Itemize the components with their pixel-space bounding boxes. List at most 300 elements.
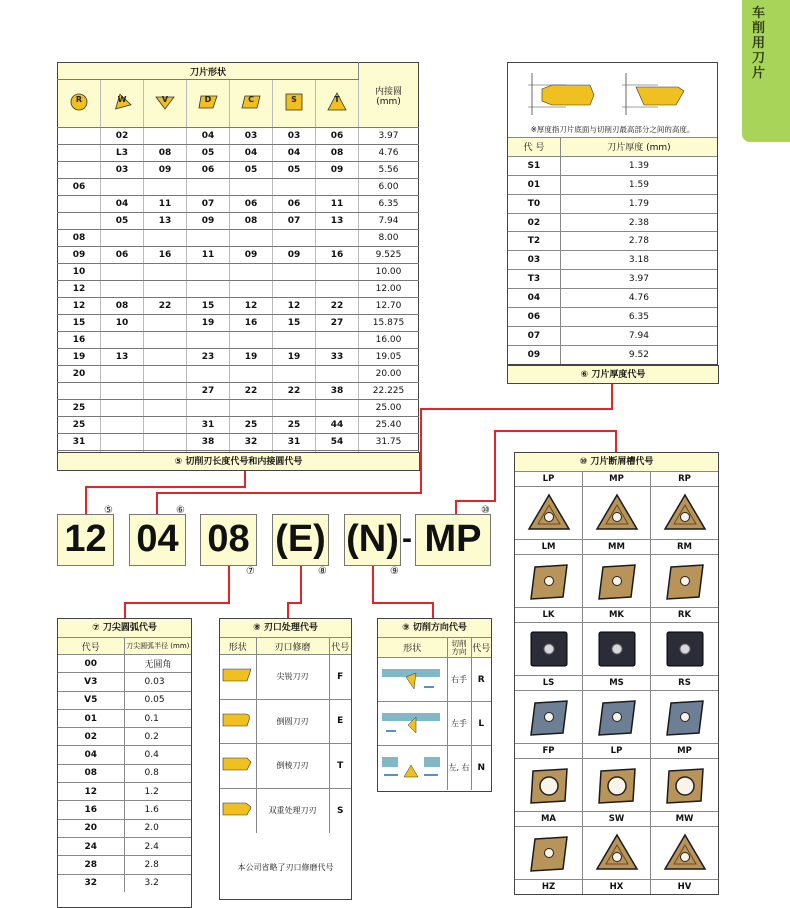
chipbreaker-image <box>583 826 651 879</box>
radius-cell: 0.4 <box>124 746 191 764</box>
thickness-cell: 2.38 <box>560 213 717 232</box>
radius-cell: 0.05 <box>124 691 191 709</box>
marker-6: ⑥ <box>176 505 185 516</box>
code-cell <box>230 230 273 247</box>
chipbreaker-label: MA <box>515 811 583 826</box>
code-cell <box>144 383 187 400</box>
shape-cell-d <box>187 80 230 128</box>
edge-name-cell: 倒圆刀刃 <box>256 699 329 744</box>
table-row <box>58 349 419 366</box>
col-radius: 刀尖圆弧半径 (mm) <box>124 638 191 655</box>
edge-shape-icon <box>221 665 255 685</box>
code-cell: 38 <box>316 383 359 400</box>
chipbreaker-label: LS <box>515 675 583 690</box>
radius-cell: 3.2 <box>124 874 191 892</box>
table-row <box>58 801 191 819</box>
radius-cell: 1.2 <box>124 783 191 801</box>
chipbreaker-image <box>515 758 583 811</box>
code-cell: 16 <box>58 801 124 819</box>
dia-cell: 4.76 <box>359 145 419 162</box>
dia-cell: 3.97 <box>359 128 419 145</box>
col-code: 代号 <box>471 638 491 658</box>
thickness-cell: 2.78 <box>560 232 717 251</box>
col-code: 代号 <box>58 638 124 655</box>
code-cell <box>58 196 101 213</box>
code-cell: 11 <box>316 196 359 213</box>
direction-shape-cell <box>378 702 447 746</box>
code-cell: 09 <box>144 162 187 179</box>
table-row <box>58 400 419 417</box>
insert-image-icon <box>593 627 641 671</box>
code-cell <box>58 145 101 162</box>
code-cell: 06 <box>58 179 101 196</box>
table-row <box>58 264 419 281</box>
code-cell <box>187 230 230 247</box>
radius-cell: 0.8 <box>124 764 191 782</box>
chipbreaker-image-row <box>515 690 718 743</box>
code-part-chipbreaker: MP <box>415 514 491 566</box>
code-cell: F <box>329 655 351 700</box>
code-cell: 54 <box>316 434 359 451</box>
shape-letter: C <box>248 95 254 104</box>
table-row <box>508 213 717 232</box>
code-cell: 27 <box>316 315 359 332</box>
radius-cell: 0.2 <box>124 728 191 746</box>
shape-c-icon <box>240 91 262 113</box>
code-cell: L <box>471 702 491 746</box>
chipbreaker-image-row <box>515 622 718 675</box>
direction-icon <box>380 707 444 737</box>
code-cell: T3 <box>508 270 560 289</box>
thickness-table <box>507 62 718 365</box>
table7-caption: ⑦ 刀尖圆弧代号 <box>58 619 191 637</box>
side-tab-label: 车削用刀片 <box>752 6 766 81</box>
shape-t-icon <box>326 91 348 113</box>
table-row <box>508 194 717 213</box>
code-cell: 04 <box>230 145 273 162</box>
thickness-cell: 3.18 <box>560 251 717 270</box>
radius-cell: 0.1 <box>124 709 191 727</box>
chipbreaker-image <box>515 554 583 607</box>
dia-cell: 7.94 <box>359 213 419 230</box>
insert-image-icon <box>661 831 709 875</box>
insert-image-icon <box>661 695 709 739</box>
code-cell <box>101 230 144 247</box>
code-cell: 31 <box>58 434 101 451</box>
chipbreaker-label: HV <box>651 879 718 894</box>
chipbreaker-label-row <box>515 879 718 894</box>
dia-cell: 9.525 <box>359 247 419 264</box>
table6-caption: ⑥ 刀片厚度代号 <box>507 365 719 384</box>
code-cell: V3 <box>58 673 124 691</box>
code-cell: 04 <box>273 145 316 162</box>
col-direction: 切削 方向 <box>447 638 471 658</box>
code-cell: V5 <box>58 691 124 709</box>
chipbreaker-label: HX <box>583 879 651 894</box>
shape-cell-s <box>273 80 316 128</box>
code-cell: E <box>329 699 351 744</box>
code-cell: 07 <box>273 213 316 230</box>
table-row <box>378 658 491 702</box>
code-cell: 08 <box>101 298 144 315</box>
chipbreaker-image <box>583 690 651 743</box>
code-cell: 06 <box>187 162 230 179</box>
chipbreaker-label: SW <box>583 811 651 826</box>
direction-cell: 左手 <box>447 702 471 746</box>
table-row <box>58 837 191 855</box>
code-part-edge-prep: (E) <box>272 514 329 566</box>
code-cell <box>144 417 187 434</box>
code-cell: 02 <box>508 213 560 232</box>
code-cell: 31 <box>273 434 316 451</box>
table-row <box>58 764 191 782</box>
code-cell: L3 <box>101 145 144 162</box>
code-cell: 04 <box>101 196 144 213</box>
thickness-cell: 1.59 <box>560 175 717 194</box>
code-cell <box>58 213 101 230</box>
table-row <box>378 746 491 790</box>
code-cell: 23 <box>187 349 230 366</box>
code-part-thickness: 04 <box>129 514 186 566</box>
code-cell: 19 <box>187 315 230 332</box>
insert-image-icon <box>661 491 709 535</box>
chipbreaker-label-row <box>515 675 718 690</box>
code-cell: 16 <box>58 332 101 349</box>
shape-letter: S <box>291 95 297 104</box>
shape-cell-r <box>58 80 101 128</box>
table-row <box>508 270 717 289</box>
marker-10: ⑩ <box>481 505 490 516</box>
code-cell: R <box>471 658 491 702</box>
table-row <box>58 298 419 315</box>
table-row <box>58 673 191 691</box>
insert-image-icon <box>525 831 573 875</box>
dia-cell: 12.70 <box>359 298 419 315</box>
table-row <box>58 417 419 434</box>
code-cell: 38 <box>187 434 230 451</box>
code-cell <box>273 230 316 247</box>
side-category-tab <box>742 0 790 142</box>
code-cell <box>187 366 230 383</box>
dia-cell: 22.225 <box>359 383 419 400</box>
radius-cell: 2.8 <box>124 856 191 874</box>
code-cell <box>101 383 144 400</box>
code-cell: 03 <box>101 162 144 179</box>
code-cell <box>144 366 187 383</box>
code-cell <box>316 264 359 281</box>
code-cell: 03 <box>230 128 273 145</box>
code-cell <box>230 400 273 417</box>
chipbreaker-image-row <box>515 554 718 607</box>
code-cell: S1 <box>508 156 560 175</box>
table-row <box>220 655 351 700</box>
code-cell <box>144 281 187 298</box>
table-row <box>508 345 717 364</box>
code-cell <box>316 179 359 196</box>
table-row <box>508 175 717 194</box>
code-cell <box>144 349 187 366</box>
code-cell: 12 <box>58 783 124 801</box>
table-row <box>508 326 717 345</box>
col-code: 代号 <box>329 638 351 655</box>
code-cell: 05 <box>187 145 230 162</box>
table-row <box>58 230 419 247</box>
shape-cell-v <box>144 80 187 128</box>
insert-image-icon <box>661 763 709 807</box>
insert-image-icon <box>661 627 709 671</box>
code-cell: 07 <box>187 196 230 213</box>
code-cell: 01 <box>508 175 560 194</box>
dia-cell: 10.00 <box>359 264 419 281</box>
edge-shape-icon <box>221 799 255 819</box>
code-cell: 13 <box>101 349 144 366</box>
shape-letter: W <box>117 95 127 104</box>
thickness-cell: 9.52 <box>560 345 717 364</box>
chipbreaker-image <box>515 622 583 675</box>
chipbreaker-label: FP <box>515 743 583 758</box>
code-cell: 08 <box>230 213 273 230</box>
code-cell <box>230 179 273 196</box>
direction-shape-cell <box>378 746 447 790</box>
edge-shape-cell <box>220 655 256 700</box>
table8-caption: ⑧ 刃口处理代号 <box>220 619 351 637</box>
code-cell: 09 <box>273 247 316 264</box>
code-cell <box>273 281 316 298</box>
code-cell: 22 <box>316 298 359 315</box>
table-row <box>58 383 419 400</box>
code-cell: 04 <box>58 746 124 764</box>
code-part-nose-radius: 08 <box>200 514 257 566</box>
code-cell: 32 <box>58 874 124 892</box>
code-cell: T <box>329 744 351 789</box>
direction-table <box>377 618 492 792</box>
chipbreaker-label: MS <box>583 675 651 690</box>
insert-image-icon <box>593 559 641 603</box>
table-row <box>58 213 419 230</box>
code-cell: 09 <box>230 247 273 264</box>
edge-shape-icon <box>221 754 255 774</box>
code-cell <box>101 417 144 434</box>
code-cell: 19 <box>230 349 273 366</box>
code-cell <box>273 366 316 383</box>
table5-caption: ⑤ 切削刃长度代号和内接圆代号 <box>57 452 420 471</box>
edge-name-cell: 倒棱刀刃 <box>256 744 329 789</box>
table-row <box>220 744 351 789</box>
table-row <box>58 819 191 837</box>
code-cell: 05 <box>273 162 316 179</box>
chipbreaker-label: RM <box>651 539 718 554</box>
code-cell <box>230 264 273 281</box>
code-cell <box>58 383 101 400</box>
chipbreaker-label: MP <box>651 743 718 758</box>
thickness-cell: 4.76 <box>560 289 717 308</box>
code-cell <box>273 400 316 417</box>
edge-name-cell: 尖锐刀刃 <box>256 655 329 700</box>
code-cell: 10 <box>101 315 144 332</box>
table-row <box>508 232 717 251</box>
col-code: 代 号 <box>508 138 560 157</box>
dia-cell: 19.05 <box>359 349 419 366</box>
direction-cell: 右手 <box>447 658 471 702</box>
code-cell: 08 <box>316 145 359 162</box>
table-row <box>508 289 717 308</box>
code-cell: 05 <box>230 162 273 179</box>
dia-cell: 6.35 <box>359 196 419 213</box>
chipbreaker-label-row <box>515 539 718 554</box>
chipbreaker-image <box>651 622 718 675</box>
code-cell <box>316 366 359 383</box>
table-row <box>58 874 191 892</box>
code-cell: 12 <box>273 298 316 315</box>
code-cell: 25 <box>58 400 101 417</box>
shape-letter: T <box>334 95 340 104</box>
chipbreaker-label: MW <box>651 811 718 826</box>
code-cell: 10 <box>58 264 101 281</box>
table-row <box>508 156 717 175</box>
chipbreaker-table <box>514 452 719 895</box>
chipbreaker-image-row <box>515 826 718 879</box>
table-row <box>58 196 419 213</box>
code-cell <box>273 179 316 196</box>
code-cell <box>101 264 144 281</box>
shape-w-icon <box>111 91 133 113</box>
code-cell: 02 <box>58 728 124 746</box>
code-cell: T2 <box>508 232 560 251</box>
chipbreaker-image <box>515 826 583 879</box>
thickness-cell: 6.35 <box>560 308 717 327</box>
code-cell <box>58 162 101 179</box>
code-cell <box>316 400 359 417</box>
code-cell <box>187 264 230 281</box>
code-cell: 25 <box>230 417 273 434</box>
table-row <box>220 788 351 833</box>
chipbreaker-image <box>583 554 651 607</box>
marker-5: ⑤ <box>104 505 113 516</box>
chipbreaker-image-row <box>515 486 718 539</box>
code-cell: 05 <box>101 213 144 230</box>
code-cell: 20 <box>58 819 124 837</box>
code-part-edge-length: 12 <box>57 514 114 566</box>
code-cell <box>230 366 273 383</box>
thickness-diagram-icon <box>508 63 717 121</box>
radius-cell: 0.03 <box>124 673 191 691</box>
dia-cell: 16.00 <box>359 332 419 349</box>
code-cell: 11 <box>144 196 187 213</box>
code-cell: 06 <box>316 128 359 145</box>
shape-letter: R <box>75 95 83 104</box>
chipbreaker-image <box>651 486 718 539</box>
chipbreaker-label: MK <box>583 607 651 622</box>
table-row <box>58 145 419 162</box>
code-cell: 03 <box>508 251 560 270</box>
insert-image-icon <box>525 763 573 807</box>
code-cell <box>101 179 144 196</box>
table-row <box>58 332 419 349</box>
code-cell: 28 <box>58 856 124 874</box>
code-cell <box>144 315 187 332</box>
direction-icon <box>380 663 444 693</box>
shape-v-icon <box>154 91 176 113</box>
code-cell: 22 <box>273 383 316 400</box>
code-part-direction: (N) <box>344 514 401 566</box>
chipbreaker-label: RK <box>651 607 718 622</box>
dia-cell: 25.00 <box>359 400 419 417</box>
shape-letter: D <box>204 95 212 104</box>
code-cell <box>144 264 187 281</box>
code-cell: T0 <box>508 194 560 213</box>
chipbreaker-image <box>583 758 651 811</box>
chipbreaker-image <box>515 690 583 743</box>
code-cell: 27 <box>187 383 230 400</box>
code-cell: 22 <box>144 298 187 315</box>
chipbreaker-label-row <box>515 471 718 486</box>
chipbreaker-label: LP <box>583 743 651 758</box>
chipbreaker-image <box>651 758 718 811</box>
thickness-cell: 7.94 <box>560 326 717 345</box>
table-row <box>58 856 191 874</box>
edge-shape-cell <box>220 744 256 789</box>
code-cell: S <box>329 788 351 833</box>
table10-caption: ⑩ 刀片断屑槽代号 <box>515 453 718 471</box>
chipbreaker-label-row <box>515 811 718 826</box>
code-cell: 03 <box>273 128 316 145</box>
table8-note: 本公司省略了刃口修磨代号 <box>237 863 334 872</box>
code-cell: 09 <box>187 213 230 230</box>
code-cell: 08 <box>58 230 101 247</box>
code-cell <box>187 332 230 349</box>
thickness-cell: 1.39 <box>560 156 717 175</box>
chipbreaker-image <box>651 826 718 879</box>
code-cell: 12 <box>58 281 101 298</box>
code-cell <box>144 332 187 349</box>
table-row <box>58 746 191 764</box>
code-cell: 16 <box>316 247 359 264</box>
chipbreaker-label: LM <box>515 539 583 554</box>
code-cell <box>316 230 359 247</box>
direction-cell: 左, 右 <box>447 746 471 790</box>
thickness-cell: 1.79 <box>560 194 717 213</box>
chipbreaker-label: RS <box>651 675 718 690</box>
chipbreaker-image <box>583 486 651 539</box>
code-dash: - <box>402 522 412 555</box>
table-row <box>220 699 351 744</box>
dia-cell: 12.00 <box>359 281 419 298</box>
code-cell: 04 <box>187 128 230 145</box>
shape-r-icon <box>68 91 90 113</box>
table-row <box>58 179 419 196</box>
table-row <box>58 783 191 801</box>
edge-shape-cell <box>220 699 256 744</box>
direction-shape-cell <box>378 658 447 702</box>
code-cell: 12 <box>58 298 101 315</box>
insert-image-icon <box>593 695 641 739</box>
code-cell: 02 <box>101 128 144 145</box>
code-cell: 09 <box>316 162 359 179</box>
code-cell: 06 <box>230 196 273 213</box>
radius-cell: 2.0 <box>124 819 191 837</box>
code-cell <box>187 179 230 196</box>
col-shape: 形状 <box>220 638 256 655</box>
edge-shape-cell <box>220 788 256 833</box>
dia-cell: 25.40 <box>359 417 419 434</box>
insert-image-icon <box>525 695 573 739</box>
radius-cell: 无圆角 <box>124 655 191 673</box>
code-cell: 15 <box>187 298 230 315</box>
dia-cell: 20.00 <box>359 366 419 383</box>
dia-cell: 31.75 <box>359 434 419 451</box>
dia-header: 内接圆 (mm) <box>359 63 419 128</box>
code-cell: 16 <box>230 315 273 332</box>
